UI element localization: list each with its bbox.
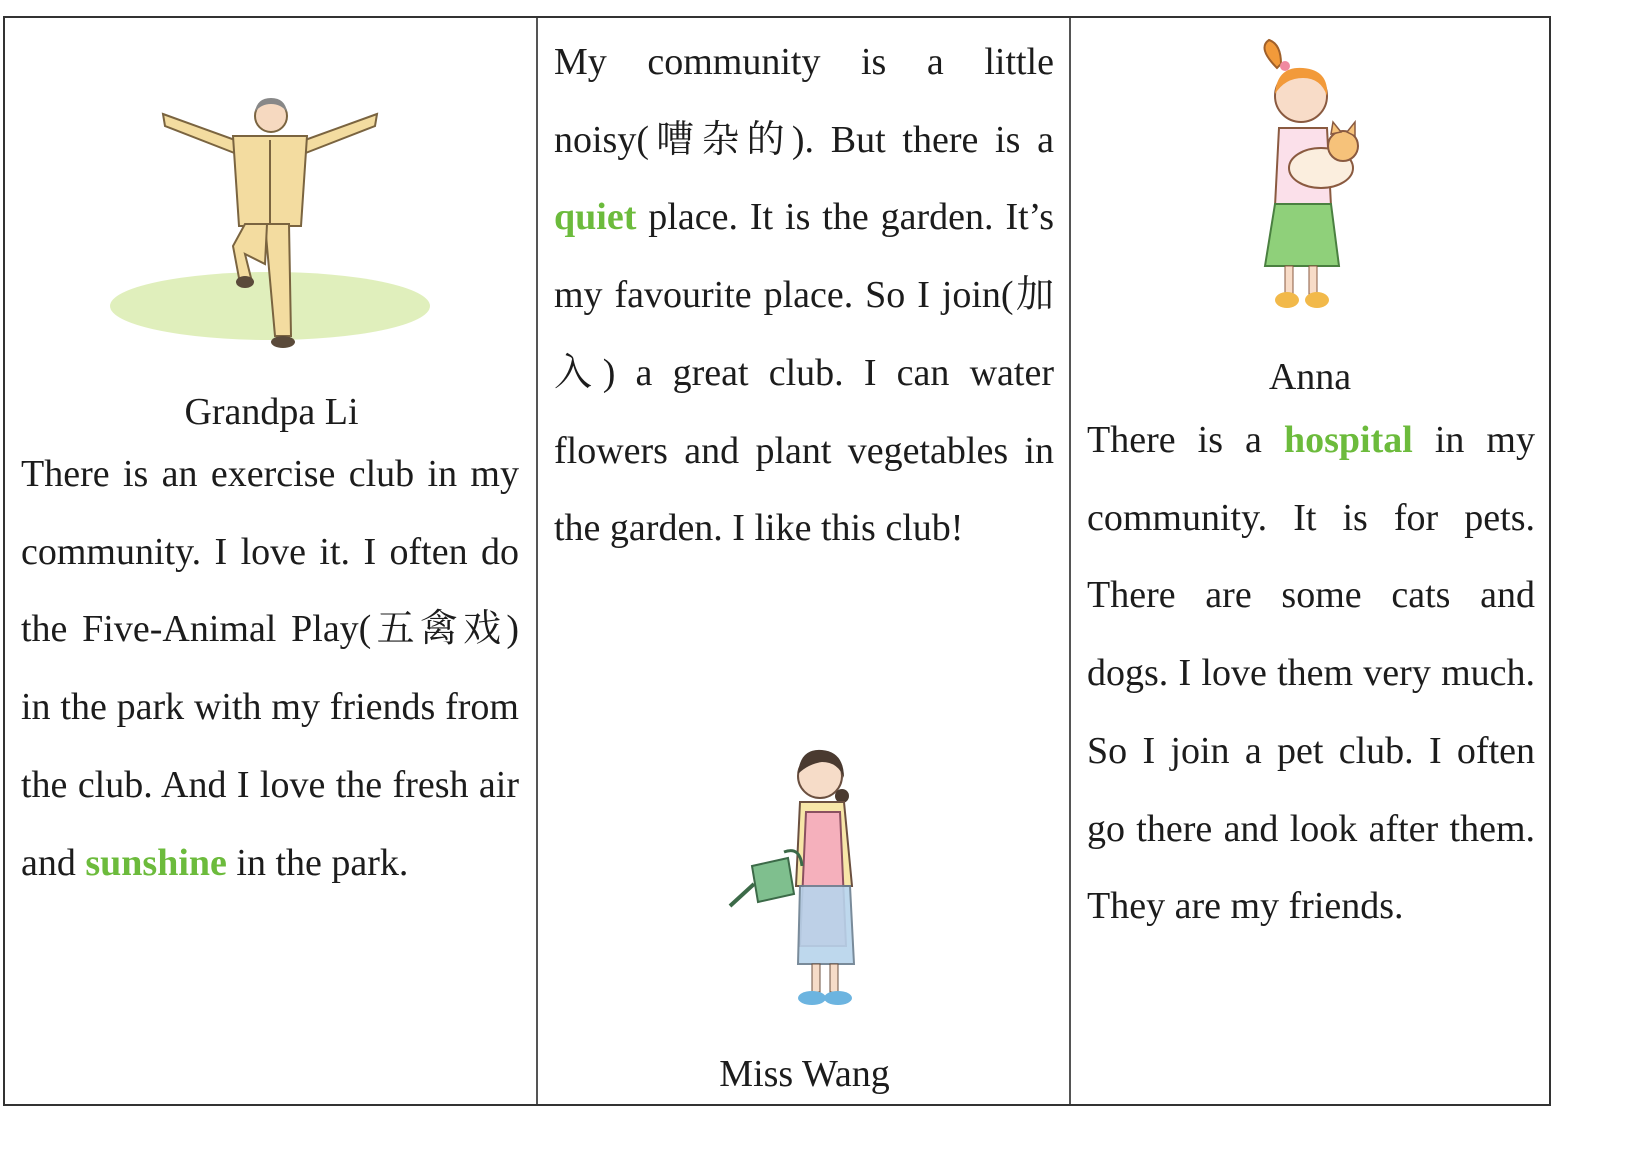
miss-wang-paragraph bbox=[554, 24, 1054, 568]
column-miss-wang bbox=[538, 18, 1071, 1104]
club-table bbox=[3, 16, 1551, 1106]
anna-name: Anna bbox=[1268, 356, 1352, 398]
paragraph-text: There is an exercise club in my community. I love it. I often do the Five-Animal Play(五禽戏) in the park with my friends from the club. And I love the fresh air and bbox=[21, 453, 519, 884]
paragraph-text: My community is a little noisy(嘈杂的). But there is a bbox=[554, 41, 1054, 161]
grandpa-tai-chi-illustration bbox=[105, 78, 435, 368]
highlight-word-quiet: quiet bbox=[554, 196, 637, 239]
highlight-word-hospital: hospital bbox=[1283, 419, 1413, 461]
grandpa-li-paragraph bbox=[21, 436, 519, 902]
miss-wang-name: Miss Wang bbox=[719, 1053, 890, 1095]
column-grandpa-li bbox=[5, 18, 538, 1104]
miss-wang-watering-illustration bbox=[728, 736, 878, 1011]
anna-paragraph bbox=[1087, 402, 1535, 946]
paragraph-text: place. It is the garden. It’s my favourite place. So I join(加入) a great club. I can water flowers and plant vegetables in the garden. I like this club! bbox=[554, 196, 1055, 550]
column-anna bbox=[1071, 18, 1549, 1104]
highlight-word-sunshine: sunshine bbox=[85, 841, 227, 884]
paragraph-text: There is a bbox=[1087, 419, 1262, 461]
paragraph-text: in the park. bbox=[236, 841, 409, 884]
paragraph-text: in my community. It is for pets. There are some cats and dogs. I love them very much. So I join a pet club. I often go there and look after them. They are my friends. bbox=[1087, 419, 1535, 928]
anna-holding-cat-illustration bbox=[1251, 38, 1371, 313]
grandpa-li-name: Grandpa Li bbox=[184, 391, 359, 433]
